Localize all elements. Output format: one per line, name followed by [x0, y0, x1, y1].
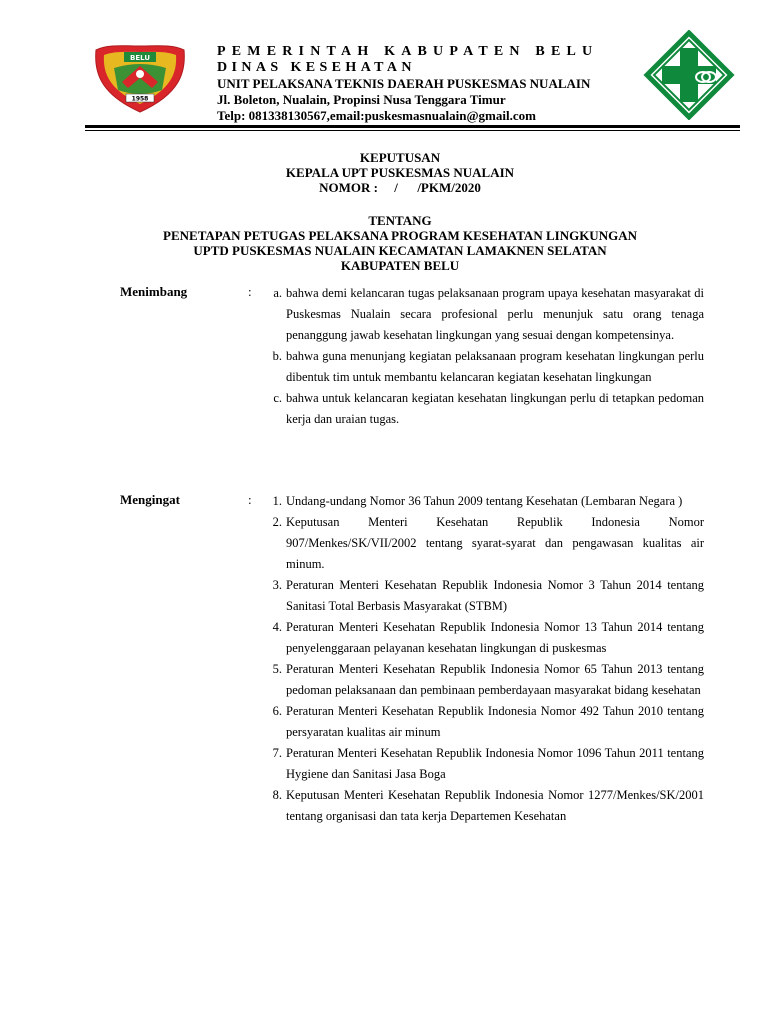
item-text: Peraturan Menteri Kesehatan Republik Indonesia Nomor 1096 Tahun 2011 tentang Hygiene dan Sanitasi Jasa Boga — [286, 746, 704, 781]
decree-subject-line1: PENETAPAN PETUGAS PELAKSANA PROGRAM KESEHATAN LINGKUNGAN — [163, 228, 637, 243]
section-colon: : — [248, 492, 252, 507]
decree-about: TENTANG — [368, 213, 432, 228]
item-text: Undang-undang Nomor 36 Tahun 2009 tentang Kesehatan (Lembaran Negara ) — [286, 494, 683, 508]
item-text: Peraturan Menteri Kesehatan Republik Indonesia Nomor 492 Tahun 2010 tentang persyaratan kualitas air minum — [286, 704, 704, 739]
item-text: bahwa untuk kelancaran kegiatan kesehatan lingkungan perlu di tetapkan pedoman kerja dan uraian tugas. — [286, 391, 704, 426]
letterhead-contact: Telp: 081338130567,email:puskesmasnualain@gmail.com — [217, 108, 536, 123]
letterhead-department: DINAS KESEHATAN — [217, 60, 416, 75]
list-item — [262, 512, 704, 575]
puskesmas-logo — [643, 30, 735, 120]
decree-subject-line3: KABUPATEN BELU — [340, 258, 460, 273]
emblem-year: 1958 — [131, 95, 149, 103]
item-marker: 6. — [272, 704, 282, 718]
item-marker: c. — [273, 391, 282, 405]
item-marker: 2. — [272, 515, 282, 529]
section-colon: : — [248, 284, 252, 299]
item-text: Keputusan Menteri Kesehatan Republik Indonesia Nomor 1277/Menkes/SK/2001 tentang organisasi dan tata kerja Departemen Kesehatan — [286, 788, 704, 823]
decree-title-block — [80, 150, 720, 273]
considerations-list — [262, 283, 704, 430]
item-marker: 1. — [272, 494, 282, 508]
list-item — [262, 617, 704, 659]
item-marker: 7. — [272, 746, 282, 760]
list-item — [262, 659, 704, 701]
legal-basis-list — [262, 491, 704, 827]
item-text: bahwa demi kelancaran tugas pelaksanaan program upaya kesehatan masyarakat di Puskesmas Nualain secara profesional perlu menunjuk satu orang tenaga penanggung jawab kesehatan lingkungan yang sesuai dengan kompetensinya. — [286, 286, 704, 342]
item-text: Peraturan Menteri Kesehatan Republik Indonesia Nomor 3 Tahun 2014 tentang Sanitasi Total Berbasis Masyarakat (STBM) — [286, 578, 704, 613]
list-item — [262, 701, 704, 743]
letterhead-government: PEMERINTAH KABUPATEN BELU — [217, 44, 599, 59]
list-item — [262, 743, 704, 785]
letterhead-text — [217, 44, 657, 124]
item-text: Peraturan Menteri Kesehatan Republik Indonesia Nomor 13 Tahun 2014 tentang penyelenggaraan pelayanan kesehatan lingkungan di puskesmas — [286, 620, 704, 655]
item-marker: 5. — [272, 662, 282, 676]
list-item — [262, 491, 704, 512]
item-text: Peraturan Menteri Kesehatan Republik Indonesia Nomor 65 Tahun 2013 tentang pedoman pelaksanaan dan pembinaan pemberdayaan masyarakat bidang kesehatan — [286, 662, 704, 697]
decree-number: NOMOR : / /PKM/2020 — [319, 180, 481, 195]
item-marker: a. — [273, 286, 282, 300]
letterhead-address: Jl. Boleton, Nualain, Propinsi Nusa Tenggara Timur — [217, 92, 506, 107]
belu-regency-emblem — [92, 42, 188, 114]
list-item — [262, 346, 704, 388]
list-item — [262, 575, 704, 617]
letterhead-divider-thin — [85, 130, 740, 131]
decree-heading: KEPUTUSAN — [359, 150, 441, 165]
item-marker: 4. — [272, 620, 282, 634]
section-label: Mengingat — [120, 492, 180, 507]
list-item — [262, 283, 704, 346]
decree-issuer: KEPALA UPT PUSKESMAS NUALAIN — [285, 165, 515, 180]
letterhead-divider — [85, 125, 740, 128]
decree-subject-line2: UPTD PUSKESMAS NUALAIN KECAMATAN LAMAKNEN SELATAN — [193, 243, 607, 258]
item-marker: 3. — [272, 578, 282, 592]
list-item — [262, 388, 704, 430]
item-text: Keputusan Menteri Kesehatan Republik Indonesia Nomor 907/Menkes/SK/VII/2002 tentang syarat-syarat dan pengawasan kualitas air minum. — [286, 515, 704, 571]
item-text: bahwa guna menunjang kegiatan pelaksanaan program kesehatan lingkungan perlu dibentuk tim untuk membantu kelancaran kegiatan kesehatan lingkungan — [286, 349, 704, 384]
list-item — [262, 785, 704, 827]
letterhead-unit: UNIT PELAKSANA TEKNIS DAERAH PUSKESMAS NUALAIN — [217, 76, 591, 91]
section-label: Menimbang — [120, 284, 188, 299]
item-marker: b. — [272, 349, 282, 363]
item-marker: 8. — [272, 788, 282, 802]
emblem-label: BELU — [129, 54, 151, 62]
